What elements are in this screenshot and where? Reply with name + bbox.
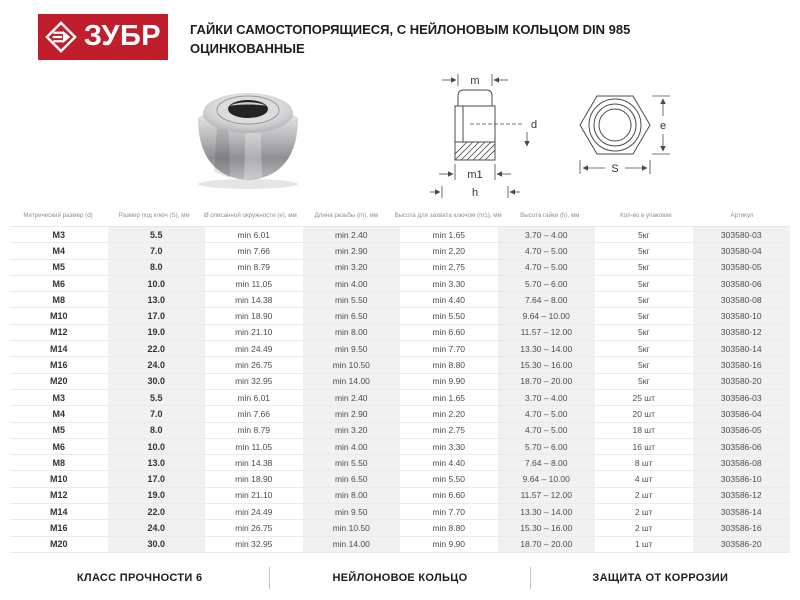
table-cell: min 2.20 [432, 245, 466, 256]
table-cell: 2 шт [634, 506, 653, 517]
table-cell: 15.30 – 16.00 [498, 357, 596, 372]
nut-top-view-drawing [580, 96, 670, 174]
table-cell: 13.0 [108, 292, 206, 307]
table-cell: 7.0 [108, 406, 206, 421]
table-cell: 4.70 – 5.00 [498, 260, 596, 275]
table-cell: 303580-16 [693, 357, 791, 372]
table-cell: min 8.00 [303, 488, 401, 503]
table-cell: M20 [49, 376, 68, 387]
table-cell: min 14.38 [235, 294, 273, 305]
technical-drawings [430, 68, 686, 204]
table-cell: min 2.90 [303, 406, 401, 421]
table-cell: M12 [49, 327, 68, 338]
table-cell: 20 шт [632, 408, 656, 419]
table-cell: 303586-12 [693, 488, 791, 503]
table-cell: min 2.75 [432, 262, 466, 273]
table-cell: min 5.50 [432, 311, 466, 322]
column-header: Размер под ключ (S), мм [118, 212, 190, 219]
table-cell: min 5.50 [303, 455, 401, 470]
table-cell: min 5.50 [432, 474, 466, 485]
table-row [10, 488, 790, 504]
column-header: Артикул [730, 212, 754, 219]
table-row [10, 374, 790, 390]
table-cell: min 6.60 [432, 490, 466, 501]
table-cell: 303580-05 [693, 260, 791, 275]
table-cell: min 8.79 [237, 425, 271, 436]
page-title [190, 20, 780, 58]
table-cell: 16 шт [632, 441, 656, 452]
table-cell: 303580-06 [693, 276, 791, 291]
table-cell: 303586-20 [693, 537, 791, 552]
table-cell: 19.0 [108, 325, 206, 340]
table-cell: 5.70 – 6.00 [498, 439, 596, 454]
table-row [10, 341, 790, 357]
table-cell: 303586-10 [693, 471, 791, 486]
table-cell: 303586-16 [693, 520, 791, 535]
hex-nut-nylon-ring-photo [188, 80, 308, 192]
table-cell: min 8.79 [237, 262, 271, 273]
table-cell: M3 [52, 392, 65, 403]
table-cell: 11.57 – 12.00 [498, 488, 596, 503]
table-cell: 5.5 [108, 390, 206, 405]
table-cell: 5кг [637, 327, 650, 338]
table-cell: min 24.49 [235, 506, 273, 517]
table-row [10, 455, 790, 471]
table-cell: min 9.90 [432, 376, 466, 387]
table-cell: M8 [52, 457, 65, 468]
column-header: Ø описанной окружности (e), мм [203, 212, 297, 219]
spec-table [10, 205, 790, 553]
table-cell: 303586-05 [693, 423, 791, 438]
table-cell: M4 [52, 245, 65, 256]
table-cell: min 6.50 [303, 471, 401, 486]
table-row [10, 439, 790, 455]
table-cell: min 11.05 [235, 278, 273, 289]
table-cell: 4.70 – 5.00 [498, 423, 596, 438]
table-cell: min 9.50 [303, 341, 401, 356]
feature-nylon-ring: НЕЙЛОНОВОЕ КОЛЬЦО [332, 572, 468, 584]
dim-label-d: d [531, 119, 538, 131]
table-cell: min 3.20 [303, 260, 401, 275]
table-cell: min 10.50 [303, 520, 401, 535]
table-cell: 13.30 – 14.00 [498, 341, 596, 356]
table-row [10, 504, 790, 520]
page-title-line1: ГАЙКИ САМОСТОПОРЯЩИЕСЯ, С НЕЙЛОНОВЫМ КОЛЬЦОМ DIN 985 [190, 22, 631, 37]
feature-corrosion-protection: ЗАЩИТА ОТ КОРРОЗИИ [592, 572, 729, 584]
table-cell: min 7.66 [237, 408, 271, 419]
table-cell: min 24.49 [235, 343, 273, 354]
column-header: Высота для захвата ключом (m1), мм [394, 212, 502, 219]
table-cell: min 3.30 [432, 278, 466, 289]
table-cell: 303580-04 [693, 243, 791, 258]
table-cell: 17.0 [108, 471, 206, 486]
table-row [10, 537, 790, 553]
table-cell: min 7.70 [432, 343, 466, 354]
table-cell: 303586-14 [693, 504, 791, 519]
table-cell: 303580-20 [693, 374, 791, 389]
table-cell: min 8.80 [432, 522, 466, 533]
table-cell: min 4.40 [432, 457, 466, 468]
table-cell: min 26.75 [235, 522, 273, 533]
table-row [10, 357, 790, 373]
table-cell: 7.0 [108, 243, 206, 258]
table-cell: min 14.38 [235, 457, 273, 468]
table-cell: 4.70 – 5.00 [498, 243, 596, 258]
table-cell: M4 [52, 408, 65, 419]
table-cell: 303586-04 [693, 406, 791, 421]
table-cell: 303580-14 [693, 341, 791, 356]
table-cell: min 26.75 [235, 360, 273, 371]
table-row [10, 227, 790, 243]
table-cell: 18.70 – 20.00 [498, 537, 596, 552]
table-cell: 303580-08 [693, 292, 791, 307]
table-cell: M14 [49, 506, 68, 517]
table-cell: M5 [52, 262, 65, 273]
table-cell: min 2.75 [432, 425, 466, 436]
dim-label-S: S [611, 163, 619, 175]
table-cell: 5кг [637, 229, 650, 240]
table-cell: M16 [49, 360, 68, 371]
table-cell: min 3.20 [303, 423, 401, 438]
table-cell: min 4.00 [303, 439, 401, 454]
table-cell: 13.0 [108, 455, 206, 470]
table-cell: 5кг [637, 278, 650, 289]
table-cell: M5 [52, 425, 65, 436]
table-cell: 18 шт [632, 425, 656, 436]
table-cell: min 2.40 [303, 390, 401, 405]
table-cell: 3.70 – 4.00 [498, 227, 596, 242]
table-cell: M16 [49, 522, 68, 533]
table-cell: M10 [49, 474, 68, 485]
table-cell: M3 [52, 229, 65, 240]
table-cell: 7.64 – 8.00 [498, 292, 596, 307]
column-header: Кол-во в упаковке [620, 212, 672, 219]
table-row [10, 325, 790, 341]
table-cell: min 5.50 [303, 292, 401, 307]
table-cell: 5кг [637, 311, 650, 322]
table-cell: 15.30 – 16.00 [498, 520, 596, 535]
table-cell: M12 [49, 490, 68, 501]
column-header: Высота гайки (h), мм [520, 212, 580, 219]
page-title-line2: ОЦИНКОВАННЫЕ [190, 41, 305, 56]
dim-label-e: e [659, 120, 667, 132]
table-cell: M14 [49, 343, 68, 354]
table-cell: 24.0 [108, 520, 206, 535]
table-row [10, 243, 790, 259]
table-cell: 8.0 [108, 423, 206, 438]
table-cell: 303580-03 [693, 227, 791, 242]
table-cell: min 8.00 [303, 325, 401, 340]
table-cell: 5кг [637, 343, 650, 354]
table-cell: 303586-08 [693, 455, 791, 470]
table-cell: 19.0 [108, 488, 206, 503]
table-row [10, 406, 790, 422]
table-cell: 7.64 – 8.00 [498, 455, 596, 470]
table-cell: min 6.01 [237, 392, 271, 403]
table-cell: min 9.90 [432, 539, 466, 550]
table-cell: 303586-06 [693, 439, 791, 454]
table-cell: min 18.90 [235, 474, 273, 485]
table-cell: min 2.20 [432, 408, 466, 419]
table-cell: 10.0 [108, 276, 206, 291]
table-cell: min 9.50 [303, 504, 401, 519]
table-cell: 8 шт [634, 457, 653, 468]
table-cell: 18.70 – 20.00 [498, 374, 596, 389]
table-cell: M6 [52, 441, 65, 452]
column-header: Длина резьбы (m), мм [314, 212, 379, 219]
table-cell: 9.64 – 10.00 [498, 471, 596, 486]
table-cell: 303586-03 [693, 390, 791, 405]
table-cell: M8 [52, 294, 65, 305]
spec-table-body [10, 227, 790, 553]
table-cell: min 1.65 [432, 229, 466, 240]
table-cell: 17.0 [108, 308, 206, 323]
table-cell: min 10.50 [303, 357, 401, 372]
table-cell: 10.0 [108, 439, 206, 454]
table-cell: min 2.40 [303, 227, 401, 242]
table-cell: 24.0 [108, 357, 206, 372]
table-cell: min 14.00 [303, 537, 401, 552]
table-cell: 4 шт [634, 474, 653, 485]
table-cell: min 6.50 [303, 308, 401, 323]
table-cell: 5кг [637, 360, 650, 371]
table-row [10, 260, 790, 276]
table-cell: 25 шт [632, 392, 656, 403]
table-cell: 9.64 – 10.00 [498, 308, 596, 323]
table-cell: 5.5 [108, 227, 206, 242]
table-cell: 30.0 [108, 537, 206, 552]
table-cell: 13.30 – 14.00 [498, 504, 596, 519]
table-cell: min 1.65 [432, 392, 466, 403]
table-row [10, 390, 790, 406]
table-cell: 22.0 [108, 504, 206, 519]
table-cell: M6 [52, 278, 65, 289]
table-cell: 30.0 [108, 374, 206, 389]
dim-label-h: h [471, 187, 479, 199]
table-cell: 5кг [637, 262, 650, 273]
brand-name: ЗУБР [83, 19, 162, 52]
table-cell: 5кг [637, 294, 650, 305]
table-cell: 8.0 [108, 260, 206, 275]
table-cell: min 2.90 [303, 243, 401, 258]
table-cell: M20 [49, 539, 68, 550]
spec-table-header-row [10, 205, 790, 227]
table-cell: min 6.60 [432, 327, 466, 338]
table-row [10, 308, 790, 324]
table-cell: 303580-10 [693, 308, 791, 323]
table-cell: min 4.00 [303, 276, 401, 291]
table-cell: 5.70 – 6.00 [498, 276, 596, 291]
feature-footer [10, 562, 790, 594]
table-cell: min 32.95 [235, 539, 273, 550]
feature-strength-class: КЛАСС ПРОЧНОСТИ 6 [76, 572, 203, 584]
table-row [10, 276, 790, 292]
table-cell: min 7.66 [237, 245, 271, 256]
table-cell: 303580-12 [693, 325, 791, 340]
dim-label-m1: m1 [467, 169, 483, 181]
table-cell: min 3.30 [432, 441, 466, 452]
table-cell: min 6.01 [237, 229, 271, 240]
table-cell: 3.70 – 4.00 [498, 390, 596, 405]
table-row [10, 520, 790, 536]
zubr-diamond-arrow-icon [45, 21, 77, 53]
table-cell: min 21.10 [235, 490, 273, 501]
brand-logo [38, 14, 168, 60]
table-cell: min 14.00 [303, 374, 401, 389]
table-cell: min 8.80 [432, 360, 466, 371]
table-cell: 5кг [637, 245, 650, 256]
table-cell: min 11.05 [235, 441, 273, 452]
table-cell: 4.70 – 5.00 [498, 406, 596, 421]
column-header: Метрический размер (d) [23, 212, 93, 219]
table-row [10, 423, 790, 439]
table-cell: min 18.90 [235, 311, 273, 322]
table-cell: min 7.70 [432, 506, 466, 517]
table-cell: 1 шт [634, 539, 653, 550]
table-cell: min 21.10 [235, 327, 273, 338]
table-cell: min 32.95 [235, 376, 273, 387]
table-cell: 22.0 [108, 341, 206, 356]
table-cell: 11.57 – 12.00 [498, 325, 596, 340]
table-cell: 2 шт [634, 522, 653, 533]
table-cell: 2 шт [634, 490, 653, 501]
table-row [10, 471, 790, 487]
table-cell: 5кг [637, 376, 650, 387]
dim-label-m: m [470, 75, 480, 87]
table-cell: min 4.40 [432, 294, 466, 305]
table-cell: M10 [49, 311, 68, 322]
table-row [10, 292, 790, 308]
